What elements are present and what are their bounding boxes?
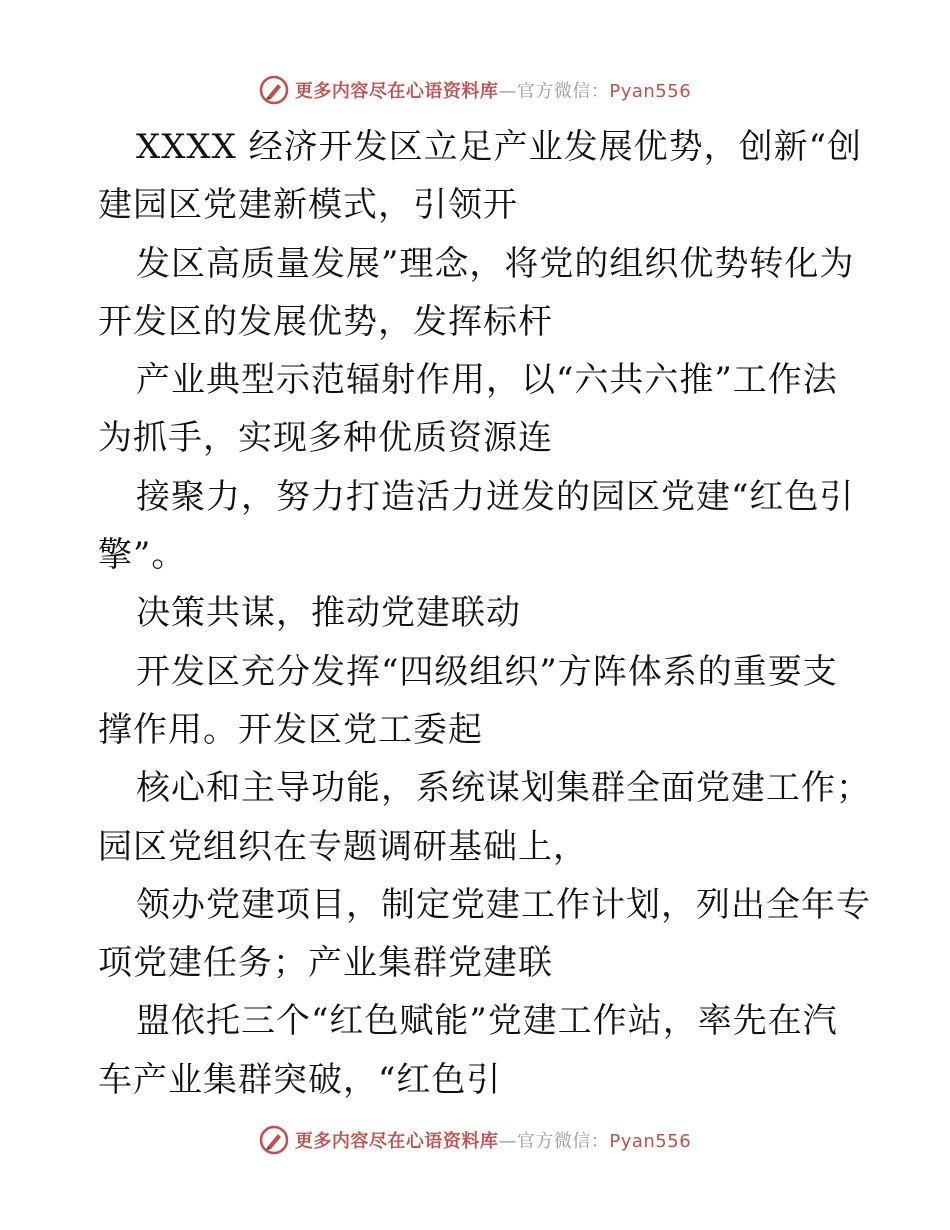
text-line: 决策共谋，推动党建联动 xyxy=(136,593,521,634)
watermark-title: 更多内容尽在心语资料库 xyxy=(294,1131,499,1152)
text-line: 园区党组织在专题调研基础上， xyxy=(98,826,588,867)
watermark-label: —官方微信： xyxy=(498,1131,610,1152)
text-line: 建园区党建新模式，引领开 xyxy=(98,185,518,226)
text-line: 开发区充分发挥“四级组织”方阵体系的重要支 xyxy=(136,651,838,692)
text-line: 领办党建项目，制定党建工作计划，列出全年专 xyxy=(136,884,871,925)
watermark-wechat-id: Pyan556 xyxy=(609,1131,692,1152)
text-line: 核心和主导功能，系统谋划集群全面党建工作； xyxy=(136,768,871,809)
text-line: XXXX 经济开发区立足产业发展优势，创新“创 xyxy=(136,127,863,167)
document-body xyxy=(98,118,871,1109)
watermark-title: 更多内容尽在心语资料库 xyxy=(294,81,499,102)
text-line: 擎”。 xyxy=(98,535,187,576)
text-line: 开发区的发展优势，发挥标杆 xyxy=(98,301,553,342)
pen-logo-icon xyxy=(259,75,289,105)
text-line: 车产业集群突破，“红色引 xyxy=(98,1059,502,1100)
text-line: 为抓手，实现多种优质资源连 xyxy=(98,418,553,459)
header-watermark xyxy=(0,70,950,110)
pen-logo-icon xyxy=(259,1125,289,1155)
text-line: 项党建任务；产业集群党建联 xyxy=(98,943,553,984)
watermark-label: —官方微信： xyxy=(498,81,610,102)
text-line: 盟依托三个“红色赋能”党建工作站，率先在汽 xyxy=(136,1001,838,1042)
text-line: 撑作用。开发区党工委起 xyxy=(98,709,483,750)
watermark-text xyxy=(295,1127,691,1153)
footer-watermark xyxy=(0,1120,950,1160)
text-line: 发区高质量发展”理念，将党的组织优势转化为 xyxy=(136,243,855,284)
watermark-wechat-id: Pyan556 xyxy=(609,81,692,102)
text-line: 产业典型示范辐射作用，以“六共六推”工作法 xyxy=(136,360,838,401)
text-line: 接聚力，努力打造活力迸发的园区党建“红色引 xyxy=(136,476,855,517)
watermark-text xyxy=(295,77,691,103)
